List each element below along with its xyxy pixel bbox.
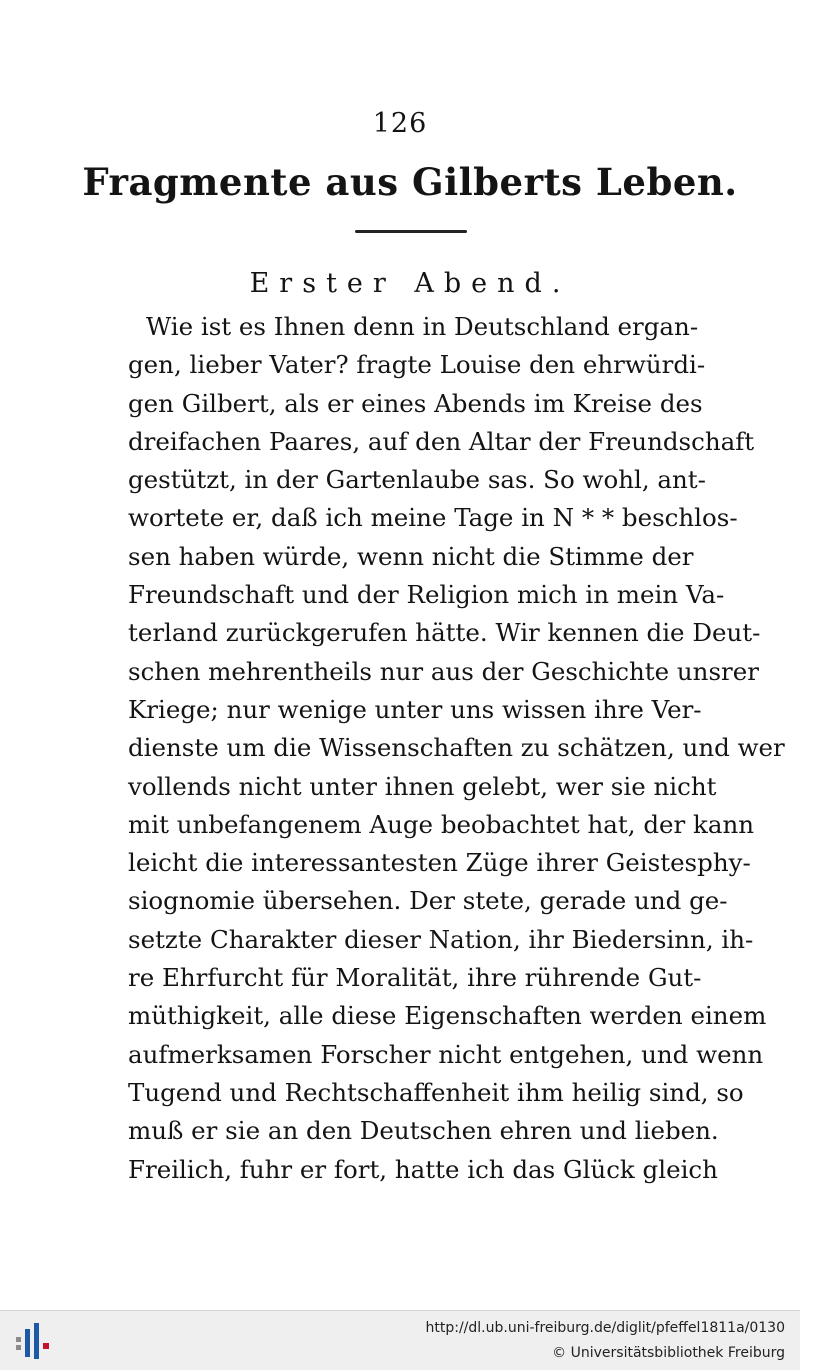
text-line: re Ehrfurcht für Moralität, ihre rührende Gut- — [128, 963, 702, 993]
text-line: aufmerksamen Forscher nicht entgehen, und wenn — [128, 1039, 764, 1069]
copyright-notice: © Universitätsbibliothek Freiburg — [552, 1345, 785, 1361]
text-line: setzte Charakter dieser Nation, ihr Biedersinn, ih- — [128, 924, 754, 954]
text-line: terland zurückgerufen hätte. Wir kennen die Deut- — [128, 618, 761, 648]
text-line: gen, lieber Vater? fragte Louise den ehrwürdi- — [128, 350, 706, 380]
text-line: dreifachen Paares, auf den Altar der Freundschaft — [128, 426, 755, 456]
logo-block-red — [43, 1343, 49, 1349]
text-line: sen haben würde, wenn nicht die Stimme der — [128, 541, 694, 571]
chapter-title: Fragmente aus Gilberts Leben. — [82, 160, 738, 204]
ub-freiburg-logo-icon[interactable] — [14, 1321, 54, 1361]
text-line: Freundschaft und der Religion mich in mein Va- — [128, 580, 725, 610]
section-heading: Erster Abend. — [249, 268, 571, 299]
text-line: vollends nicht unter ihnen gelebt, wer sie nicht — [128, 771, 717, 801]
text-line: Freilich, fuhr er fort, hatte ich das Glück gleich — [128, 1154, 718, 1184]
logo-bar-blue — [34, 1323, 39, 1359]
text-line: siognomie übersehen. Der stete, gerade und ge- — [128, 886, 728, 916]
text-line: wortete er, daß ich meine Tage in N * * beschlos- — [128, 503, 738, 533]
text-line: Tugend und Rechtschaffenheit ihm heilig sind, so — [128, 1077, 744, 1107]
body-text — [128, 308, 785, 1189]
footer-bar — [0, 1310, 800, 1370]
text-line: leicht die interessantesten Züge ihrer Geistesphy- — [128, 848, 751, 878]
text-line: mit unbefangenem Auge beobachtet hat, der kann — [128, 809, 755, 839]
text-line: dienste um die Wissenschaften zu schätzen, und wer — [128, 733, 785, 763]
text-line: gen Gilbert, als er eines Abends im Kreise des — [128, 388, 703, 418]
text-line: muß er sie an den Deutschen ehren und lieben. — [128, 1116, 719, 1146]
text-line: gestützt, in der Gartenlaube sas. So wohl, ant- — [128, 465, 706, 495]
permalink-url[interactable]: http://dl.ub.uni-freiburg.de/diglit/pfeffel1811a/0130 — [425, 1320, 785, 1336]
page-number: 126 — [372, 108, 428, 139]
text-line: müthigkeit, alle diese Eigenschaften werden einem — [128, 1001, 767, 1031]
logo-block-gray — [16, 1337, 21, 1342]
logo-block-gray — [16, 1345, 21, 1350]
text-line: schen mehrentheils nur aus der Geschichte unsrer — [128, 656, 759, 686]
text-line: Kriege; nur wenige unter uns wissen ihre Ver- — [128, 694, 702, 724]
text-line: Wie ist es Ihnen denn in Deutschland ergan- — [146, 312, 699, 341]
title-divider — [355, 230, 467, 233]
logo-bar-blue — [25, 1329, 30, 1357]
